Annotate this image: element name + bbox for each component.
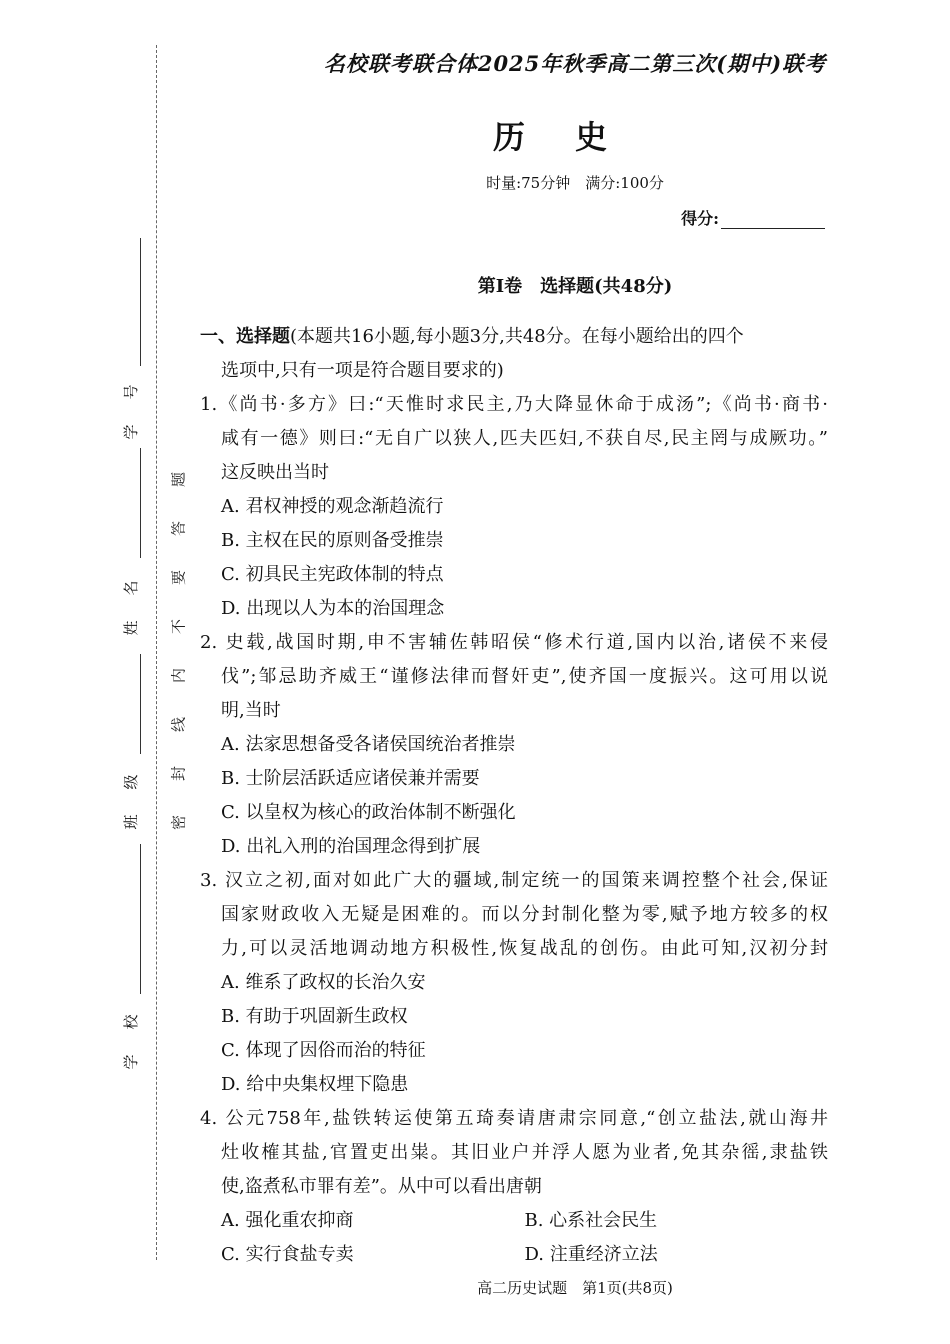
question-line: 力,可以灵活地调动地方积极性,恢复战乱的创伤。由此可知,汉初分封 (221, 938, 828, 959)
score-field (681, 206, 825, 229)
seal-char: 密 (169, 815, 188, 831)
question-4 (200, 1102, 828, 1272)
question-line: 明,当时 (221, 700, 281, 721)
option-d[interactable]: D. 出现以人为本的治国理念 (221, 598, 445, 619)
seal-char: 内 (169, 668, 188, 684)
option-a[interactable]: A. 维系了政权的长治久安 (221, 972, 426, 993)
field-label-char: 名 (122, 580, 140, 596)
question-line: 灶收榷其盐,官置吏出粜。其旧业户并浮人愿为业者,免其杂徭,隶盐铁 (221, 1142, 828, 1163)
option-a[interactable]: A. 君权神授的观念渐趋流行 (221, 496, 444, 517)
option-b[interactable]: B. 有助于巩固新生政权 (221, 1006, 408, 1027)
subject-title: 历史 (492, 118, 657, 156)
exam-timing: 时量:75分钟 满分:100分 (486, 174, 664, 192)
question-line: 咸有一德》则曰:“无自广以狭人,匹夫匹妇,不获自尽,民主罔与成厥功。” (221, 428, 828, 449)
question-line: 使,盗煮私市罪有差”。从中可以看出唐朝 (221, 1176, 542, 1197)
field-label-char: 学 (122, 424, 140, 440)
score-label: 得分: (681, 209, 719, 228)
field-label-char: 级 (122, 774, 140, 790)
option-c[interactable]: C. 以皇权为核心的政治体制不断强化 (221, 802, 516, 823)
seal-char: 要 (169, 570, 188, 586)
option-d[interactable]: D. 出礼入刑的治国理念得到扩展 (221, 836, 481, 857)
option-a[interactable]: A. 强化重农抑商 (221, 1210, 354, 1231)
seal-char: 线 (169, 717, 188, 733)
field-label-char: 号 (122, 384, 140, 400)
option-b[interactable]: B. 主权在民的原则备受推崇 (221, 530, 444, 551)
seal-char: 答 (169, 521, 188, 537)
question-line: 3. 汉立之初,面对如此广大的疆域,制定统一的国策来调控整个社会,保证 (200, 870, 828, 891)
score-blank[interactable] (721, 210, 825, 229)
field-name-label (122, 568, 140, 648)
option-row (200, 1204, 828, 1238)
question-line: 国家财政收入无疑是困难的。而以分封制化整为零,赋予地方较多的权 (221, 904, 828, 925)
field-student-id-label (122, 372, 140, 452)
part-instruction: 一、选择题(本题共16小题,每小题3分,共48分。在每小题给出的四个 (200, 326, 744, 347)
seal-char: 题 (169, 472, 188, 488)
field-label-char: 班 (122, 814, 140, 830)
option-row (200, 1238, 828, 1272)
option-c[interactable]: C. 初具民主宪政体制的特点 (221, 564, 444, 585)
option-d[interactable]: D. 注重经济立法 (524, 1244, 658, 1265)
question-2 (200, 626, 828, 864)
question-line: 4. 公元758年,盐铁转运使第五琦奏请唐肃宗同意,“创立盐法,就山海井 (200, 1108, 828, 1129)
question-content (200, 320, 828, 1272)
seal-char: 不 (169, 619, 188, 635)
question-line: 这反映出当时 (221, 462, 329, 483)
seal-dashed-line (156, 45, 157, 1260)
option-b[interactable]: B. 心系社会民生 (524, 1210, 658, 1231)
part-instruction-cont: 选项中,只有一项是符合题目要求的) (221, 360, 504, 381)
field-label-char: 学 (122, 1054, 140, 1070)
question-line: 2. 史载,战国时期,申不害辅佐韩昭侯“修术行道,国内以治,诸侯不来侵 (200, 632, 828, 653)
option-d[interactable]: D. 给中央集权埋下隐患 (221, 1074, 409, 1095)
section-title: 第Ⅰ卷 选择题(共48分) (477, 276, 673, 297)
page-footer: 高二历史试题 第1页(共8页) (477, 1279, 673, 1297)
seal-char: 封 (169, 766, 188, 782)
question-1 (200, 388, 828, 626)
option-b[interactable]: B. 士阶层活跃适应诸侯兼并需要 (221, 768, 480, 789)
seal-notice (171, 455, 187, 847)
part-label: 一、选择题 (200, 326, 290, 347)
exam-title: 名校联考联合体2025年秋季高二第三次(期中)联考 (323, 51, 827, 76)
option-a[interactable]: A. 法家思想备受各诸侯国统治者推崇 (221, 734, 516, 755)
question-line: 伐”;邹忌助齐威王“谨修法律而督奸吏”,使齐国一度振兴。这可用以说 (221, 666, 828, 687)
question-line: 1.《尚书·多方》曰:“天惟时求民主,乃大降显休命于成汤”;《尚书·商书· (200, 394, 828, 415)
field-class-label (122, 762, 140, 842)
field-school-label (122, 1002, 140, 1082)
option-c[interactable]: C. 体现了因俗而治的特征 (221, 1040, 426, 1061)
field-label-char: 校 (122, 1014, 140, 1030)
field-label-char: 姓 (122, 620, 140, 636)
option-c[interactable]: C. 实行食盐专卖 (221, 1244, 354, 1265)
question-3 (200, 864, 828, 1102)
